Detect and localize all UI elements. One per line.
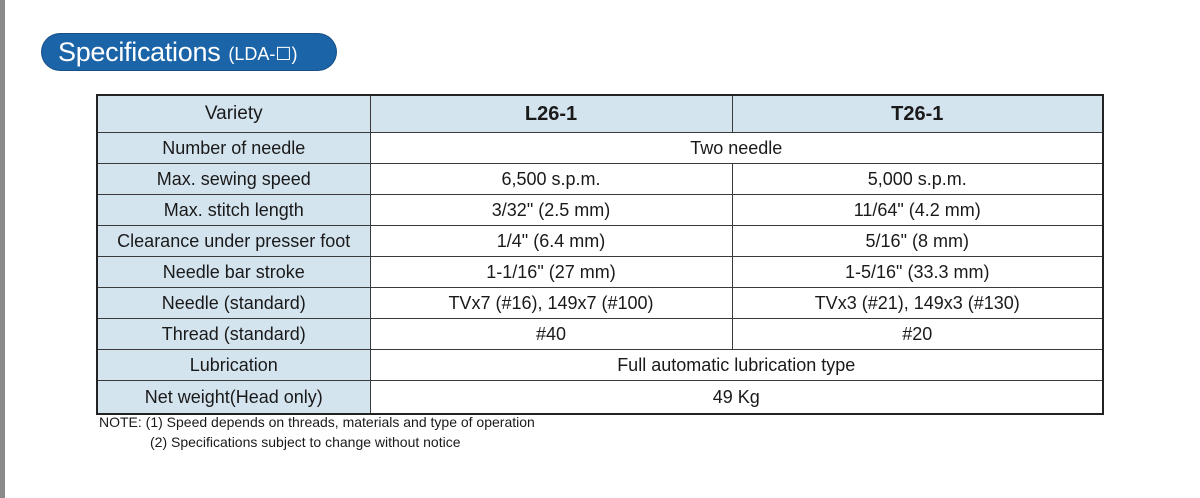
header-model-l26-1: L26-1 xyxy=(370,95,732,133)
value-l26-needle-standard: TVx7 (#16), 149x7 (#100) xyxy=(370,288,732,319)
table-header-row xyxy=(97,95,1103,133)
row-label-needle-standard: Needle (standard) xyxy=(97,288,370,319)
table-row xyxy=(97,288,1103,319)
header-model-t26-1: T26-1 xyxy=(732,95,1103,133)
header-variety: Variety xyxy=(97,95,370,133)
table-row xyxy=(97,164,1103,195)
section-title-badge xyxy=(42,34,336,70)
section-title: Specifications xyxy=(58,36,221,67)
value-l26-max-sewing-speed: 6,500 s.p.m. xyxy=(370,164,732,195)
row-label-clearance: Clearance under presser foot xyxy=(97,226,370,257)
value-l26-clearance: 1/4" (6.4 mm) xyxy=(370,226,732,257)
value-t26-needle-standard: TVx3 (#21), 149x3 (#130) xyxy=(732,288,1103,319)
value-t26-needle-bar-stroke: 1-5/16" (33.3 mm) xyxy=(732,257,1103,288)
row-label-thread-standard: Thread (standard) xyxy=(97,319,370,350)
value-t26-clearance: 5/16" (8 mm) xyxy=(732,226,1103,257)
value-t26-max-stitch-length: 11/64" (4.2 mm) xyxy=(732,195,1103,226)
specifications-table xyxy=(96,94,1104,415)
table-row xyxy=(97,350,1103,381)
value-lubrication: Full automatic lubrication type xyxy=(370,350,1103,381)
note-line-2: (2) Specifications subject to change without notice xyxy=(150,434,461,450)
table-row xyxy=(97,257,1103,288)
notes-block xyxy=(99,412,535,452)
section-subtitle: (LDA-☐) xyxy=(228,43,298,64)
value-t26-max-sewing-speed: 5,000 s.p.m. xyxy=(732,164,1103,195)
value-l26-thread-standard: #40 xyxy=(370,319,732,350)
row-label-lubrication: Lubrication xyxy=(97,350,370,381)
table-row xyxy=(97,195,1103,226)
value-t26-thread-standard: #20 xyxy=(732,319,1103,350)
note-line-1: NOTE: (1) Speed depends on threads, materials and type of operation xyxy=(99,414,535,430)
table-row xyxy=(97,319,1103,350)
row-label-max-sewing-speed: Max. sewing speed xyxy=(97,164,370,195)
page-edge-bar xyxy=(0,0,5,498)
row-label-net-weight: Net weight(Head only) xyxy=(97,381,370,415)
value-net-weight: 49 Kg xyxy=(370,381,1103,415)
row-label-needle-bar-stroke: Needle bar stroke xyxy=(97,257,370,288)
value-l26-needle-bar-stroke: 1-1/16" (27 mm) xyxy=(370,257,732,288)
value-number-of-needle: Two needle xyxy=(370,133,1103,164)
table-row xyxy=(97,226,1103,257)
value-l26-max-stitch-length: 3/32" (2.5 mm) xyxy=(370,195,732,226)
table-row xyxy=(97,133,1103,164)
table-row xyxy=(97,381,1103,415)
row-label-number-of-needle: Number of needle xyxy=(97,133,370,164)
row-label-max-stitch-length: Max. stitch length xyxy=(97,195,370,226)
